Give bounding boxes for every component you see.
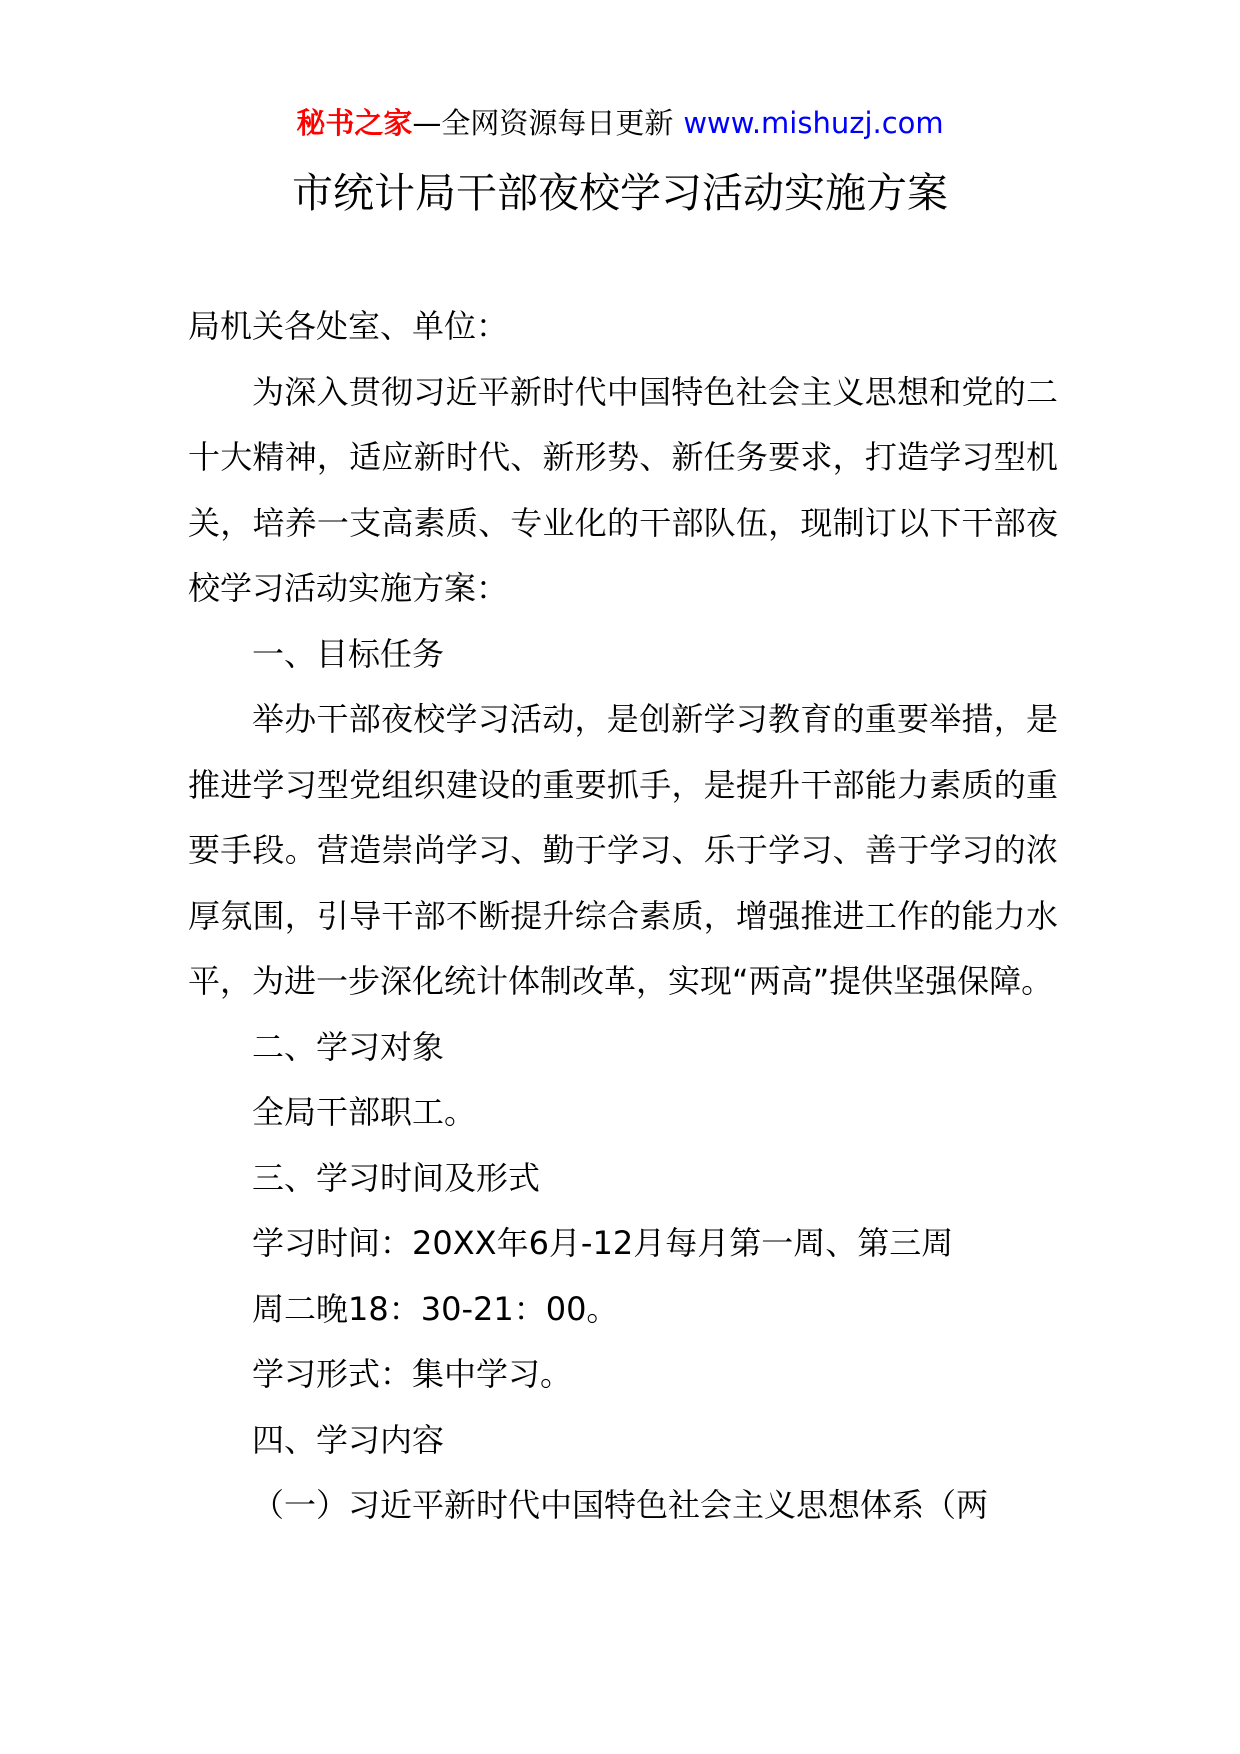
section-heading-participants: 二、学习对象 bbox=[252, 1027, 445, 1066]
banner-url-link[interactable]: www.mishuzj.com bbox=[683, 106, 944, 140]
banner-slogan: —全网资源每日更新 bbox=[412, 106, 674, 140]
schedule-time-line-2: 周二晚18：30-21：00。 bbox=[252, 1289, 619, 1328]
intro-paragraph: 为深入贯彻习近平新时代中国特色社会主义思想和党的二十大精神，适应新时代、新形势、新任务要求，打造学习型机关，培养一支高素质、专业化的干部队伍，现制订以下干部夜校学习活动实施方案： bbox=[188, 372, 1058, 607]
participants-paragraph: 全局干部职工。 bbox=[252, 1093, 477, 1131]
section-heading-goals: 一、目标任务 bbox=[252, 634, 445, 673]
goals-paragraph: 举办干部夜校学习活动，是创新学习教育的重要举措，是推进学习型党组织建设的重要抓手，是提升干部能力素质的重要手段。营造崇尚学习、勤于学习、乐于学习、善于学习的浓厚氛围，引导干部不断提升综合素质，增强推进工作的能力水平，为进一步深化统计体制改革，实现“两高”提供坚强保障。 bbox=[188, 700, 1058, 1000]
salutation: 局机关各处室、单位： bbox=[188, 307, 509, 345]
schedule-time-line-1: 学习时间：20XX年6月-12月每月第一周、第三周 bbox=[252, 1224, 954, 1262]
schedule-form: 学习形式：集中学习。 bbox=[252, 1355, 573, 1393]
document-body bbox=[188, 294, 1058, 1539]
section-heading-schedule: 三、学习时间及形式 bbox=[252, 1158, 541, 1197]
banner-brand: 秘书之家 bbox=[296, 106, 413, 140]
section-heading-content: 四、学习内容 bbox=[252, 1420, 445, 1459]
content-item-1: （一）习近平新时代中国特色社会主义思想体系（两 bbox=[252, 1486, 989, 1524]
site-banner bbox=[0, 103, 1240, 143]
document-title: 市统计局干部夜校学习活动实施方案 bbox=[292, 169, 948, 217]
